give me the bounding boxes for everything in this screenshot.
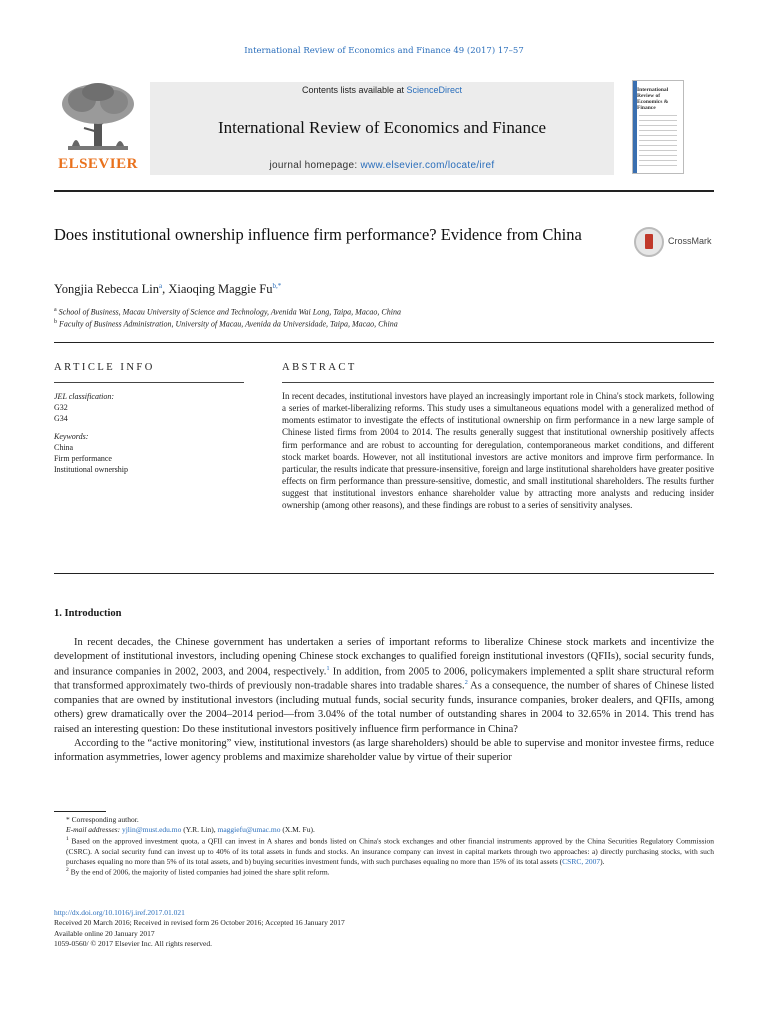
email-owner: (X.M. Fu). xyxy=(280,825,315,835)
footnote-number: 2 xyxy=(66,867,69,874)
email-label: E-mail addresses: xyxy=(66,825,122,835)
author-affil-link[interactable]: a xyxy=(158,282,163,290)
received-dates: Received 20 March 2016; Received in revised form 26 October 2016; Accepted 16 January 2017 xyxy=(54,918,345,928)
affiliation xyxy=(54,319,398,329)
abstract-text: In recent decades, institutional investors have played an increasingly important role in China's stock markets, following a series of market-liberalizing reforms. This study uses a simultaneous equations model with a generalized method of moments estimator to investigate the effects of institutional ownership on firm performance in a new large sample of Chinese listed firms from 2004 to 2014. The results generally suggest that institutional ownership positively affects firm performance and are robust to accounting for deregulation, contemporaneous market conditions, and different stock market boards. However, not all institutional investors are active monitors and improve firm performance. In particular, the results indicate that pressure-insensitive, foreign and large institutional shareholders have greater positive effects on firm performance than pressure-sensitive, domestic, and small institutional shareholders. The results further suggest that institutional investors enhance shareholder value by attracting more analysts and reducing insider ownership (among other reasons), and these findings are robust to a series of sensitivity analyses. xyxy=(282,391,714,511)
contents-line xyxy=(150,85,614,95)
abstract-heading: ABSTRACT xyxy=(282,362,357,373)
jel-code: G32 xyxy=(54,402,68,412)
author-affil-link[interactable]: b,* xyxy=(272,282,282,290)
keyword: China xyxy=(54,443,74,453)
paragraph xyxy=(54,636,714,737)
affiliation xyxy=(54,307,401,317)
homepage-link[interactable]: www.elsevier.com/locate/iref xyxy=(360,160,495,171)
reference-link[interactable]: CSRC, 2007 xyxy=(562,856,601,866)
crossmark-label: CrossMark xyxy=(668,236,712,246)
journal-cover-thumbnail xyxy=(632,80,684,174)
homepage-prefix: journal homepage: xyxy=(269,160,361,171)
jel-code: G34 xyxy=(54,413,68,423)
homepage-line xyxy=(150,160,614,171)
cover-title: International Review of Economics & Finance xyxy=(637,87,669,112)
footnote-divider xyxy=(54,811,106,812)
footnote-text: ). xyxy=(600,856,605,866)
header-divider xyxy=(54,190,714,192)
keyword: Institutional ownership xyxy=(54,464,128,474)
contents-prefix: Contents lists available at xyxy=(301,85,407,95)
footnotes xyxy=(54,815,714,878)
journal-title: International Review of Economics and Finance xyxy=(217,118,547,137)
footnote-link[interactable]: 1 xyxy=(326,664,330,672)
footnote-2 xyxy=(54,867,714,878)
front-matter-divider xyxy=(54,342,714,343)
publisher-name: ELSEVIER xyxy=(58,156,138,172)
journal-banner xyxy=(150,82,614,175)
keyword: Firm performance xyxy=(54,453,112,463)
author-separator: , xyxy=(162,282,169,297)
copyright: 1059-0560/ © 2017 Elsevier Inc. All rights reserved. xyxy=(54,939,212,949)
author-list xyxy=(54,282,281,297)
article-title: Does institutional ownership influence firm performance? Evidence from China xyxy=(54,225,582,244)
journal-header xyxy=(54,80,714,180)
footnote-text: Based on the approved investment quota, a QFII can invest in A shares and bonds listed on China's stock exchanges and other financial instruments approved by the China Securities Regulatory Commission (CSRC). A social security fund can invest up to 40% of its total assets in funds and stocks. An insurance company can invest in capital markets through two approaches: a) directly purchasing stocks, with such purchases equaling no more than 5% of its total assets, and b) buying securities investment funds, with such purchases equaling no more than 15% of its total assets ( xyxy=(66,836,714,866)
sciencedirect-link[interactable]: ScienceDirect xyxy=(406,85,463,95)
doi-link[interactable]: http://dx.doi.org/10.1016/j.iref.2017.01.021 xyxy=(54,908,185,917)
paragraph-text: As a consequence, the number of shares of Chinese listed companies that are owned by institutional investors (including mutual funds, social security funds, insurance companies, broker dealers, and QFIIs, among others) grew dramatically over the 2004–2014 period—from 3.04% of the total number of outstanding shares in 2004 to 32.65% in 2014. This trend has raised an interesting question: Do these institutional investors positively influence firm performance in China? xyxy=(54,680,714,735)
affiliation-text: Faculty of Business Administration, University of Macau, Avenida da Universidade, Taipa, Macao, China xyxy=(59,319,398,329)
journal-citation-link[interactable]: International Review of Economics and Finance 49 (2017) 17–57 xyxy=(244,46,524,56)
author-name: Xiaoqing Maggie Fu xyxy=(168,282,273,297)
paragraph: According to the “active monitoring” view, institutional investors (as large shareholders) should be able to supervise and monitor investee firms, reduce information asymmetries, lower agency problems and maximize shareholder value by virtue of their superior xyxy=(54,737,714,764)
section-heading-introduction: 1. Introduction xyxy=(54,608,122,619)
email-link[interactable]: yjlin@must.edu.mo xyxy=(121,825,182,835)
footnote-1 xyxy=(54,836,714,868)
article-info-heading: ARTICLE INFO xyxy=(54,362,155,373)
jel-label: JEL classification: xyxy=(54,392,115,401)
footnote-link[interactable]: 2 xyxy=(464,679,468,687)
author-name: Yongjia Rebecca Lin xyxy=(54,282,159,297)
footnote-number: 1 xyxy=(66,835,69,842)
affiliation-marker: b xyxy=(54,319,57,325)
elsevier-tree-icon xyxy=(58,82,138,154)
corresponding-note: * Corresponding author. xyxy=(66,815,139,824)
email-owner: (Y.R. Lin), xyxy=(181,825,218,835)
email-note xyxy=(54,825,714,835)
affiliation-text: School of Business, Macau University of Science and Technology, Avenida Wai Long, Taipa, Macao, China xyxy=(58,307,401,317)
email-link[interactable]: maggiefu@umac.mo xyxy=(217,825,281,835)
crossmark-button[interactable] xyxy=(634,227,724,261)
abstract-divider xyxy=(54,573,714,574)
affiliation-marker: a xyxy=(54,307,57,313)
keywords-label: Keywords: xyxy=(54,432,89,442)
paragraph-text: In addition, from 2005 to 2006, policymakers implemented a split share structural reform that transformed approximately two-thirds of previously non-tradable shares into tradable shares. xyxy=(54,666,714,692)
abstract-rule xyxy=(282,382,714,383)
paragraph-text: In recent decades, the Chinese government has undertaken a series of important reforms to liberalize Chinese stock markets and incentivize the development of institutional investors, including opening Chinese stock exchanges to qualified foreign institutional investors (QFIIs), social security funds, and insurance companies in 2002, 2003, and 2004, respectively. xyxy=(54,637,714,678)
article-info-block xyxy=(54,392,244,476)
publication-info xyxy=(54,908,345,949)
article-info-rule xyxy=(54,382,244,383)
cover-text-lines xyxy=(639,115,677,170)
online-date: Available online 20 January 2017 xyxy=(54,928,155,938)
crossmark-icon xyxy=(634,227,664,257)
elsevier-logo xyxy=(54,80,142,176)
footnote-text: By the end of 2006, the majority of listed companies had joined the share split reform. xyxy=(68,867,330,877)
introduction-body xyxy=(54,636,714,765)
